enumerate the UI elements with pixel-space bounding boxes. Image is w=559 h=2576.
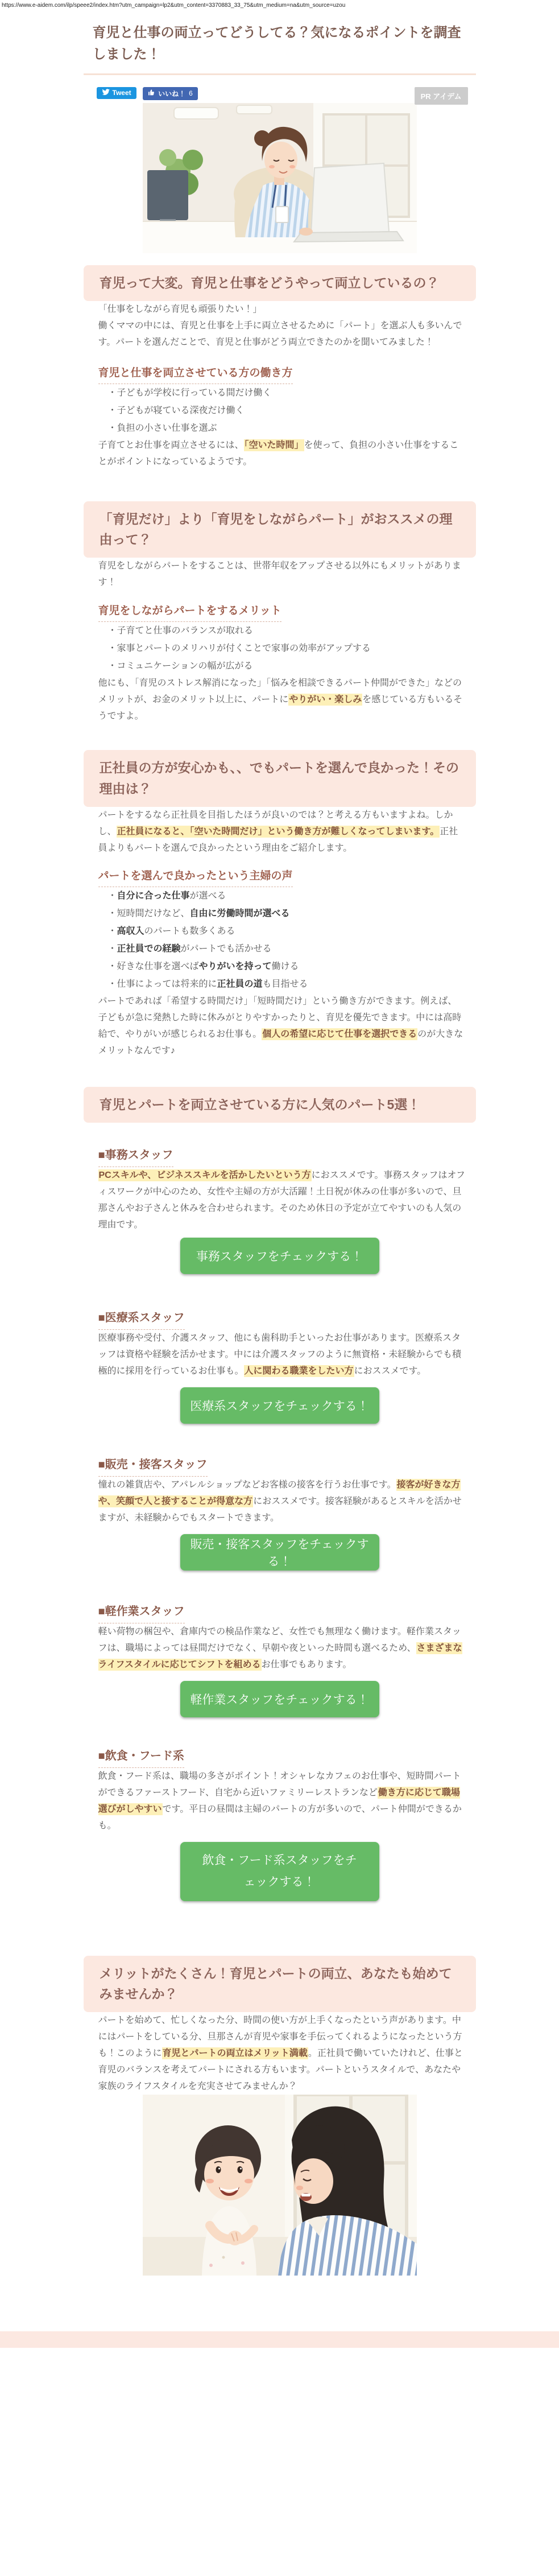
bullet-list-merit xyxy=(84,622,476,675)
tweet-button[interactable] xyxy=(97,87,136,99)
bullet-list-hatarakikata xyxy=(84,384,476,437)
paragraph-highlighted: 他にも、「育児のストレス解消になった」「悩みを相談できるパート仲間ができた」などのメリットが、お金のメリット以上に、パートにやりがい・楽しみを感じている方もいるそうですよ。 xyxy=(98,678,463,722)
facebook-like-button[interactable] xyxy=(143,87,198,100)
list-item: ・コミュニケーションの幅が広がる xyxy=(107,661,253,671)
check-jimu-staff-button[interactable]: 事務スタッフをチェックする！ xyxy=(180,1238,379,1274)
sub-heading-wrap xyxy=(84,364,476,384)
like-button-label: いいね！ xyxy=(158,89,186,98)
check-keisagyo-staff-button[interactable]: 軽作業スタッフをチェックする！ xyxy=(180,1681,379,1717)
job-heading-wrap xyxy=(84,1308,476,1330)
job-heading-inshoku: ■飲食・フード系 xyxy=(98,1746,184,1768)
title-divider xyxy=(84,73,476,75)
section-heading-box-hajimete-mimasenka xyxy=(84,1956,476,2013)
job-paragraph: 憧れの雑貨店や、アパレルショップなどお客様の接客を行うお仕事です。接客が好きな方や、笑顔で人と接することが得意な方におススメです。接客経験があるとスキルを活かせますが、未経験からでもスタートできます。 xyxy=(98,1479,462,1523)
section-heading: 正社員の方が安心かも、、でもパートを選んで良かった！その理由は？ xyxy=(99,760,459,796)
check-iryo-staff-button[interactable]: 医療系スタッフをチェックする！ xyxy=(180,1387,379,1424)
paragraph-highlighted: パートをするなら正社員を目指したほうが良いのでは？と考える方もいますよね。しかし、正社員になると、「空いた時間だけ」という働き方が難しくなってしまいます。正社員よりもパートを選んで良かったという理由をご紹介します。 xyxy=(98,810,458,853)
paragraph-highlighted: 子育てとお仕事を両立させるには、「空いた時間」を使って、負担の小さい仕事をすることがポイントになっているようです。 xyxy=(98,440,459,467)
social-share-row xyxy=(84,87,476,103)
list-item: ・高収入のパートも数多くある xyxy=(107,926,235,936)
list-item: ・正社員での経験がパートでも活かせる xyxy=(107,943,272,954)
section-heading-box-seishain xyxy=(84,750,476,807)
section-heading-box-ikuji-taihen xyxy=(84,265,476,301)
section-heading-box-part5sen xyxy=(84,1087,476,1123)
thumbs-up-icon xyxy=(148,89,158,98)
job-heading-keisagyo: ■軽作業スタッフ xyxy=(98,1602,185,1623)
job-heading-wrap xyxy=(84,1602,476,1623)
list-item: ・子育てと仕事のバランスが取れる xyxy=(107,626,254,636)
tweet-button-label: Tweet xyxy=(112,89,131,97)
paragraph: 働くママの中には、育児と仕事を上手に両立させるために「パート」を選ぶ人も多いんです。パートを選んだことで、育児と仕事がどう両立できたのかを聞いてみました！ xyxy=(98,320,462,347)
section-heading: メリットがたくさん！育児とパートの両立、あなたも始めてみませんか？ xyxy=(99,1965,452,2002)
mother-child-illustration xyxy=(143,2095,417,2276)
twitter-bird-icon xyxy=(102,89,113,97)
job-paragraph: 軽い荷物の梱包や、倉庫内での検品作業など、女性でも無理なく働けます。軽作業スタッフは、職場によっては昼間だけでなく、早朝や夜といった時間も選べるため、さまざまなライフスタイルに応じてシフトを組めるお仕事でもあります。 xyxy=(98,1626,462,1670)
like-count: 6 xyxy=(189,89,193,98)
list-item: ・自分に合った仕事が選べる xyxy=(107,891,226,901)
sub-heading-shufu-koe: パートを選んで良かったという主婦の声 xyxy=(98,867,293,887)
mother-child-photo xyxy=(143,2095,417,2276)
job-heading-hanbai: ■販売・接客スタッフ xyxy=(98,1455,208,1477)
job-paragraph: PCスキルや、ビジネススキルを活かしたいという方におススメです。事務スタッフはオフィスワークが中心のため、女性や主婦の方が大活躍！土日祝が休みの仕事が多いので、旦那さんやお子さんと休みを合わせられます。そのため休日の予定が立てやすいのも人気の理由です。 xyxy=(98,1170,465,1230)
check-hanbai-staff-button[interactable]: 販売・接客スタッフをチェックする！ xyxy=(180,1534,379,1571)
sub-heading-merit: 育児をしながらパートをするメリット xyxy=(98,602,281,622)
paragraph: 育児をしながらパートをすることは、世帯年収をアップさせる以外にもメリットがあります！ xyxy=(98,561,461,588)
sub-heading-wrap xyxy=(84,602,476,622)
check-inshoku-staff-button[interactable]: 飲食・フード系スタッフをチェックする！ xyxy=(180,1842,379,1901)
list-item: ・好きな仕事を選べばやりがいを持って働ける xyxy=(107,961,299,971)
paragraph-highlighted: パートを始めて、忙しくなった分、時間の使い方が上手くなったという声があります。中にはパートをしている分、旦那さんが育児や家事を手伝ってくれるようになったという方も！このように育児とパートの両立はメリット満載。正社員で働いていたけれど、仕事と育児のバランスを考えてパートにされる方もいます。パートというスタイルで、あなたや家族のライフスタイルを充実させてみませんか？ xyxy=(98,2016,463,2092)
pr-aidem-badge[interactable]: PR アイデム xyxy=(415,87,468,105)
job-paragraph: 飲食・フード系は、職場の多さがポイント！オシャレなカフェのお仕事や、短時間パートができるファーストフード、自宅から近いファミリーレストランなど働き方に応じて職場選びがしやすいです。平日の昼間は主婦のパートの方が多いので、パート仲間ができるかも。 xyxy=(98,1771,462,1831)
list-item: ・短時間だけなど、自由に労働時間が選べる xyxy=(107,908,290,918)
page-title: 育児と仕事の両立ってどうしてる？気になるポイントを調査しました！ xyxy=(92,25,461,63)
job-heading-jimu: ■事務スタッフ xyxy=(98,1145,173,1167)
bottom-banner xyxy=(0,2331,559,2348)
job-heading-wrap xyxy=(84,1455,476,1477)
section-heading: 育児とパートを両立させている方に人気のパート5選！ xyxy=(99,1097,421,1112)
hero-photo xyxy=(143,103,417,253)
browser-url-text: https://www.e-aidem.com/ilp/speee2/index.htm?utm_campaign=lp2&utm_content=3370883_33_75&utm_medium=na&utm_source=uzou xyxy=(2,2,346,9)
job-paragraph: 医療事務や受付、介護スタッフ、他にも歯科助手といったお仕事があります。医療系スタッフは資格や経験を活かせます。中には介護スタッフのように無資格・未経験からでも積極的に採用を行っているお仕事も。人に関わる職業をしたい方におススメです。 xyxy=(98,1333,462,1376)
bullet-list-shufu-koe xyxy=(84,887,476,993)
section-heading: 「育児だけ」より「育児をしながらパート」がおススメの理由って？ xyxy=(99,511,453,547)
sub-heading-hatarakikata: 育児と仕事を両立させている方の働き方 xyxy=(98,364,293,384)
list-item: ・家事とパートのメリハリが付くことで家事の効率がアップする xyxy=(107,644,371,654)
job-heading-wrap xyxy=(84,1746,476,1768)
sub-heading-wrap xyxy=(84,867,476,887)
list-item: ・負担の小さい仕事を選ぶ xyxy=(107,423,217,433)
list-item: ・仕事によっては将来的に正社員の道も目指せる xyxy=(107,979,308,989)
section-heading: 育児って大変。育児と仕事をどうやって両立しているの？ xyxy=(99,275,440,290)
paragraph: 「仕事をしながら育児も頑張りたい！」 xyxy=(98,304,262,314)
article-container xyxy=(84,22,476,2276)
job-heading-wrap xyxy=(84,1145,476,1167)
paragraph-highlighted: パートであれば「希望する時間だけ」「短時間だけ」という働き方ができます。例えば、子どもが急に発熱した時に休みがとりやすかったりと、育児を優先できます。中には高時給で、やりがいが感じられるお仕事も。個人の希望に応じて仕事を選択できるのが大きなメリットなんです♪ xyxy=(98,996,463,1056)
list-item: ・子どもが学校に行っている間だけ働く xyxy=(107,388,272,398)
job-heading-iryo: ■医療系スタッフ xyxy=(98,1308,185,1330)
hero-photo-illustration xyxy=(143,103,417,253)
section-heading-box-osusume-riyu xyxy=(84,501,476,558)
list-item: ・子どもが寝ている深夜だけ働く xyxy=(107,405,245,415)
